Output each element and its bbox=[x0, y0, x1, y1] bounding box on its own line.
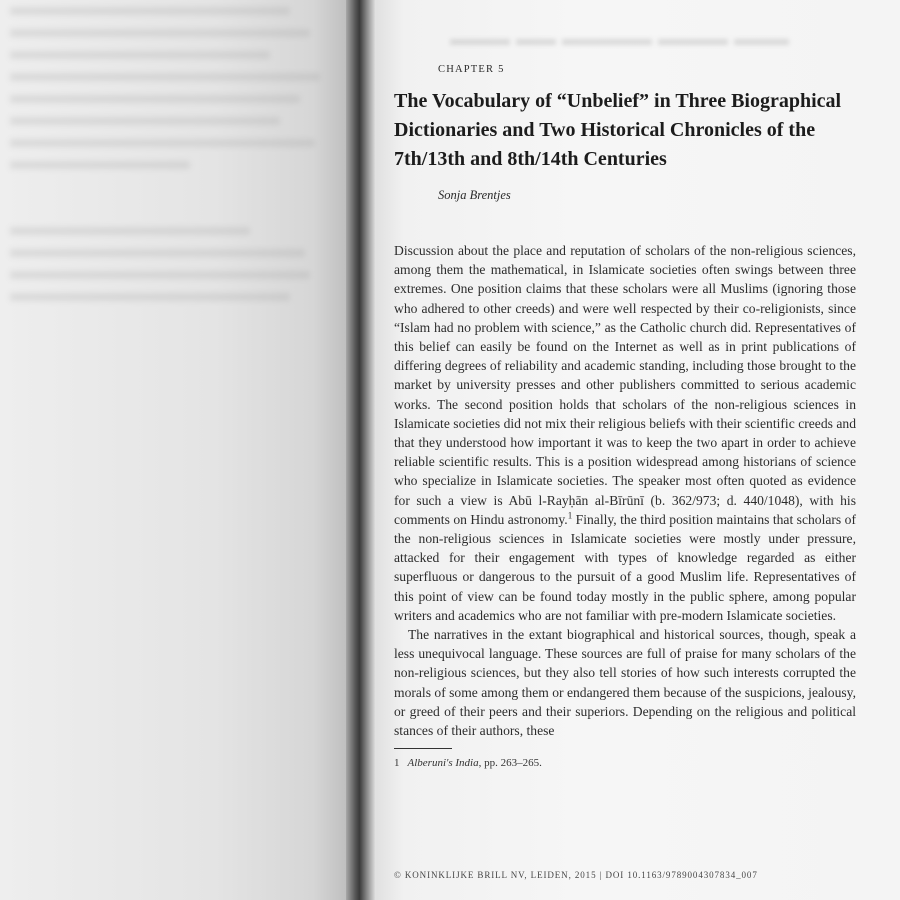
copyright-line: © KONINKLIJKE BRILL NV, LEIDEN, 2015 | DOI 10.1163/9789004307834_007 bbox=[394, 870, 758, 880]
paragraph-1-text: Discussion about the place and reputation of scholars of the non-religious sciences, among them the mathematical, in Islamicate societies often swings between three extremes. One position claims that these scholars were all Muslims (ignoring those who adhered to other creeds) and were well respected by their co-religionists, since “Islam had no problem with science,” as the Catholic church did. Representatives of this belief can easily be found on the Internet as well as in print publications of differing degrees of reliability and academic standing, including those brought to the market by university presses and other publishers committed to serious academic works. The second position holds that scholars of the non-religious sciences in Islamicate societies did not mix their religious beliefs with their scientific creeds and that they understood how important it was to keep the two apart in order to achieve reliable scientific results. This is a position widespread among historians of science who specialize in Islamicate societies. The speaker most often quoted as evidence for such a view is Abū l-Rayḥān al-Bīrūnī (b. 362/973; d. 440/1048), with his comments on Hindu astronomy. bbox=[394, 243, 856, 527]
bleed-line bbox=[10, 88, 356, 110]
bleed-line bbox=[10, 0, 356, 22]
bleed-line bbox=[10, 154, 356, 176]
bleed-line bbox=[10, 176, 356, 198]
paragraph-1-continuation: Finally, the third position maintains that scholars of the non-religious sciences in Islamicate societies were mostly under pressure, attacked for their engagement with types of knowledge regarded as either superfluous or dangerous to the pursuit of a good Muslim life. Representatives of this point of view can be found today mostly in the public sphere, among popular writers and academics who are not familiar with pre-modern Islamicate societies. bbox=[394, 511, 856, 623]
footnote-title: Alberuni's India bbox=[407, 757, 479, 770]
bleed-line bbox=[10, 110, 356, 132]
bleed-line bbox=[10, 44, 356, 66]
bleed-line bbox=[10, 22, 356, 44]
running-head-bleed bbox=[450, 30, 870, 40]
book-spine bbox=[346, 0, 376, 900]
bleed-line bbox=[10, 132, 356, 154]
bleed-line bbox=[10, 264, 356, 286]
bleed-line bbox=[10, 66, 356, 88]
bleed-through-text bbox=[0, 0, 356, 900]
footnote bbox=[394, 757, 856, 769]
bleed-line bbox=[10, 220, 356, 242]
bleed-line bbox=[10, 242, 356, 264]
chapter-title: The Vocabulary of “Unbelief” in Three Biographical Dictionaries and Two Historical Chronicles of the 7th/13th and 8th/14th Centuries bbox=[394, 90, 842, 170]
author-name: Sonja Brentjes bbox=[438, 188, 511, 202]
body-paragraph-2: The narratives in the extant biographical and historical sources, though, speak a less unequivocal language. These sources are full of praise for many scholars of the non-religious sciences, but they also tell stories of how such interests corrupted the morals of some among them or endangered them because of the suspicions, jealousy, or greed of their peers and their superiors. Depending on the religious and political stances of their authors, these bbox=[394, 627, 856, 739]
left-page bbox=[0, 0, 356, 900]
footnote-number: 1 bbox=[394, 757, 400, 770]
footnote-marker[interactable]: 1 bbox=[567, 510, 573, 521]
bleed-line bbox=[10, 286, 356, 308]
bleed-line bbox=[10, 308, 356, 330]
page-content bbox=[394, 60, 856, 769]
body-paragraph-1 bbox=[394, 241, 856, 625]
bleed-line bbox=[10, 198, 356, 220]
footnote-divider bbox=[394, 748, 452, 749]
chapter-label: CHAPTER 5 bbox=[438, 64, 505, 75]
footnote-pages: , pp. 263–265. bbox=[478, 757, 542, 770]
